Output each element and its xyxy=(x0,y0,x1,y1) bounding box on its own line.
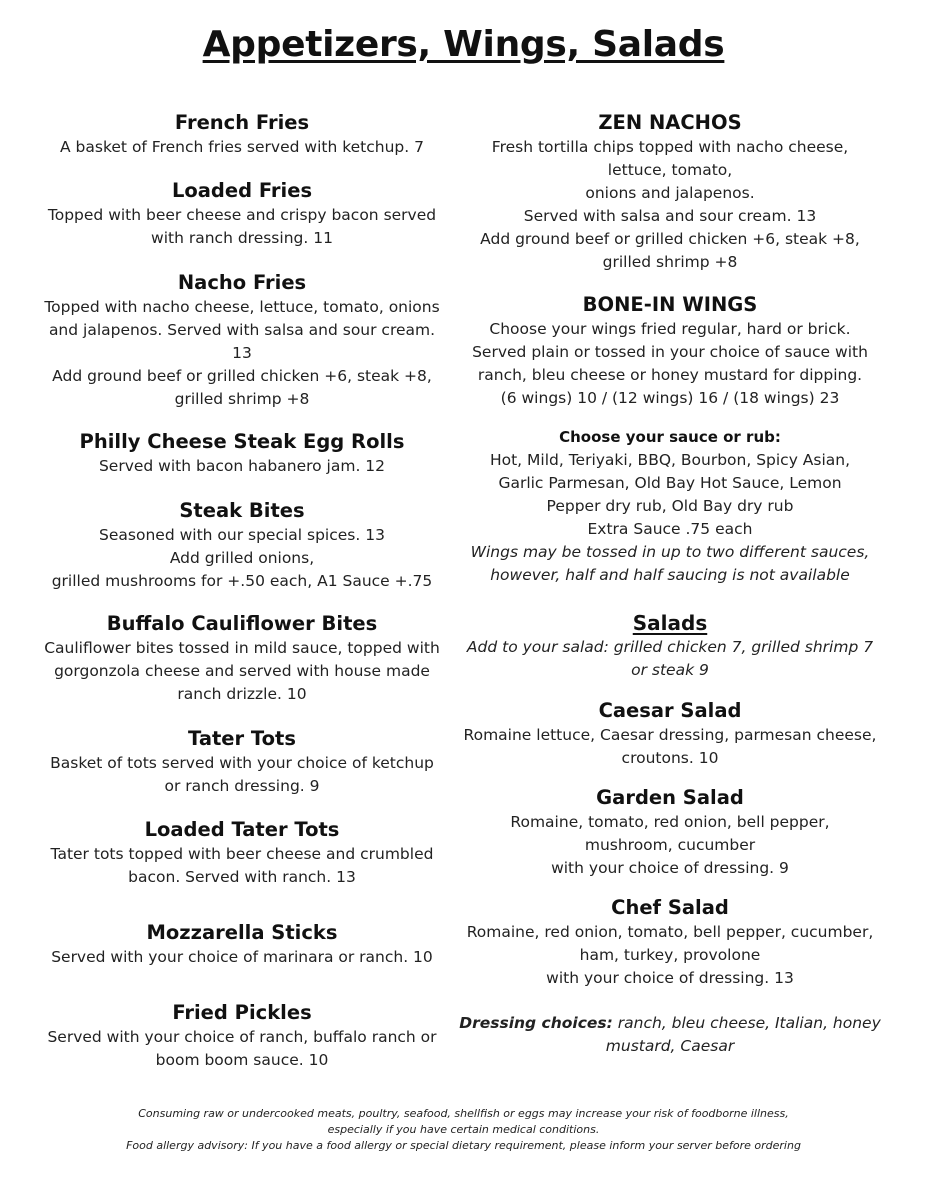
sauce-note-line: however, half and half saucing is not available xyxy=(490,566,850,584)
footer-line: Consuming raw or undercooked meats, poultry, seafood, shellfish or eggs may increase your risk of foodborne illness, xyxy=(138,1107,789,1120)
item-name: Loaded Fries xyxy=(171,179,313,202)
desc-line: Add grilled onions, xyxy=(169,549,315,567)
sauce-heading: Choose your sauce or rub: xyxy=(559,428,781,446)
desc-line: ranch drizzle. 10 xyxy=(177,685,307,703)
footer-disclaimer xyxy=(0,1106,927,1154)
desc-line: Served with bacon habanero jam. 12 xyxy=(98,457,386,475)
page-title: Appetizers, Wings, Salads xyxy=(202,24,725,65)
item-description xyxy=(28,946,456,969)
menu-item-tater-tots xyxy=(28,726,456,798)
desc-line: Basket of tots served with your choice of ketchup xyxy=(50,754,434,772)
footer-line: especially if you have certain medical conditions. xyxy=(327,1123,600,1136)
desc-line: Cauliflower bites tossed in mild sauce, topped with xyxy=(44,639,440,657)
desc-line: Topped with nacho cheese, lettuce, tomato, onions xyxy=(44,298,440,316)
desc-line: Extra Sauce .75 each xyxy=(587,520,753,538)
desc-line: Served with your choice of marinara or ranch. 10 xyxy=(51,948,433,966)
desc-line: ham, turkey, provolone xyxy=(579,946,761,964)
item-name: Garden Salad xyxy=(596,786,744,809)
menu-item-loaded-fries xyxy=(28,178,456,250)
desc-line: lettuce, tomato, xyxy=(607,161,733,179)
desc-line: Fresh tortilla chips topped with nacho cheese, xyxy=(491,138,849,156)
desc-line: mushroom, cucumber xyxy=(584,836,756,854)
desc-line: Garlic Parmesan, Old Bay Hot Sauce, Lemon xyxy=(498,474,842,492)
desc-line: and jalapenos. Served with salsa and sour cream. xyxy=(48,321,436,339)
item-name: Philly Cheese Steak Egg Rolls xyxy=(79,430,405,453)
menu-item-nacho-fries xyxy=(28,270,456,411)
desc-line: Served with salsa and sour cream. 13 xyxy=(523,207,817,225)
desc-line: with ranch dressing. 11 xyxy=(151,229,333,247)
desc-line: boom boom sauce. 10 xyxy=(155,1051,329,1069)
item-name: Buffalo Cauliflower Bites xyxy=(106,612,378,635)
item-description xyxy=(28,204,456,250)
desc-line: Tater tots topped with beer cheese and crumbled xyxy=(50,845,434,863)
item-name: Mozzarella Sticks xyxy=(146,921,338,944)
desc-line: Add ground beef or grilled chicken +6, steak +8, xyxy=(52,367,432,385)
desc-line: with your choice of dressing. 13 xyxy=(546,969,794,987)
desc-line: Add ground beef or grilled chicken +6, steak +8, xyxy=(480,230,860,248)
menu-item-philly-egg-rolls xyxy=(28,429,456,478)
desc-line: Topped with beer cheese and crispy bacon served xyxy=(47,206,437,224)
menu-item-mozzarella-sticks xyxy=(28,920,456,969)
desc-line: Hot, Mild, Teriyaki, BBQ, Bourbon, Spicy Asian, xyxy=(489,451,851,469)
item-description xyxy=(28,752,456,798)
footer-line: Food allergy advisory: If you have a food allergy or special dietary requirement, please inform your server before ordering xyxy=(126,1139,801,1152)
salads-section xyxy=(458,610,882,682)
menu-item-chef-salad xyxy=(458,895,882,990)
desc-line: Seasoned with our special spices. 13 xyxy=(99,526,385,544)
desc-line xyxy=(458,1012,882,1035)
desc-line: grilled mushrooms for +.50 each, A1 Sauce +.75 xyxy=(51,572,433,590)
desc-line: Romaine, red onion, tomato, bell pepper, cucumber, xyxy=(466,923,874,941)
item-description xyxy=(28,296,456,411)
sauce-list xyxy=(458,449,882,587)
item-name: Loaded Tater Tots xyxy=(144,818,340,841)
sauce-options xyxy=(458,426,882,587)
item-name: BONE-IN WINGS xyxy=(582,293,758,316)
item-description xyxy=(458,811,882,880)
desc-line: or steak 9 xyxy=(631,661,709,679)
desc-line: grilled shrimp +8 xyxy=(602,253,738,271)
salad-addons xyxy=(458,636,882,682)
desc-line: gorgonzola cheese and served with house made xyxy=(54,662,430,680)
item-description xyxy=(458,921,882,990)
item-name: Chef Salad xyxy=(611,896,729,919)
desc-line: onions and jalapenos. xyxy=(585,184,755,202)
dressing-list: ranch, bleu cheese, Italian, honey xyxy=(612,1014,881,1032)
desc-line: ranch, bleu cheese or honey mustard for dipping. xyxy=(477,366,863,384)
dressing-text xyxy=(458,1012,882,1058)
desc-line: Romaine, tomato, red onion, bell pepper, xyxy=(510,813,830,831)
item-name: ZEN NACHOS xyxy=(598,111,742,134)
item-name: Tater Tots xyxy=(188,727,296,750)
desc-line: or ranch dressing. 9 xyxy=(164,777,320,795)
item-description xyxy=(28,136,456,159)
item-description xyxy=(28,843,456,889)
desc-line: Pepper dry rub, Old Bay dry rub xyxy=(546,497,794,515)
menu-item-loaded-tater-tots xyxy=(28,817,456,889)
desc-line: mustard, Caesar xyxy=(605,1037,735,1055)
item-description xyxy=(28,1026,456,1072)
item-description xyxy=(28,524,456,593)
desc-line: Add to your salad: grilled chicken 7, grilled shrimp 7 xyxy=(466,638,874,656)
item-name: Fried Pickles xyxy=(172,1001,312,1024)
menu-item-caesar-salad xyxy=(458,698,882,770)
item-name: Caesar Salad xyxy=(598,699,742,722)
menu-item-steak-bites xyxy=(28,498,456,593)
item-name: French Fries xyxy=(174,111,310,134)
item-name: Steak Bites xyxy=(179,499,305,522)
desc-line: A basket of French fries served with ketchup. 7 xyxy=(60,138,424,156)
item-description xyxy=(458,318,882,410)
desc-line: Served plain or tossed in your choice of sauce with xyxy=(472,343,868,361)
desc-line: grilled shrimp +8 xyxy=(174,390,310,408)
sauce-note-line: Wings may be tossed in up to two different sauces, xyxy=(470,543,870,561)
desc-line: Served with your choice of ranch, buffalo ranch or xyxy=(47,1028,437,1046)
salads-heading: Salads xyxy=(632,611,708,635)
menu-item-zen-nachos xyxy=(458,110,882,274)
item-description xyxy=(458,136,882,274)
desc-line: Choose your wings fried regular, hard or brick. xyxy=(489,320,851,338)
item-description xyxy=(28,455,456,478)
item-description xyxy=(458,724,882,770)
menu-item-bone-in-wings xyxy=(458,292,882,410)
desc-line: (6 wings) 10 / (12 wings) 16 / (18 wings) 23 xyxy=(500,389,840,407)
item-name: Nacho Fries xyxy=(177,271,307,294)
desc-line: bacon. Served with ranch. 13 xyxy=(128,868,356,886)
desc-line: croutons. 10 xyxy=(621,749,719,767)
menu-item-fried-pickles xyxy=(28,1000,456,1072)
dressing-label: Dressing choices: xyxy=(459,1014,613,1032)
desc-line: 13 xyxy=(232,344,252,362)
item-description xyxy=(28,637,456,706)
dressing-choices xyxy=(458,1012,882,1058)
desc-line: Romaine lettuce, Caesar dressing, parmesan cheese, xyxy=(463,726,877,744)
menu-item-buffalo-cauliflower xyxy=(28,611,456,706)
menu-item-french-fries xyxy=(28,110,456,159)
desc-line: with your choice of dressing. 9 xyxy=(551,859,789,877)
menu-item-garden-salad xyxy=(458,785,882,880)
